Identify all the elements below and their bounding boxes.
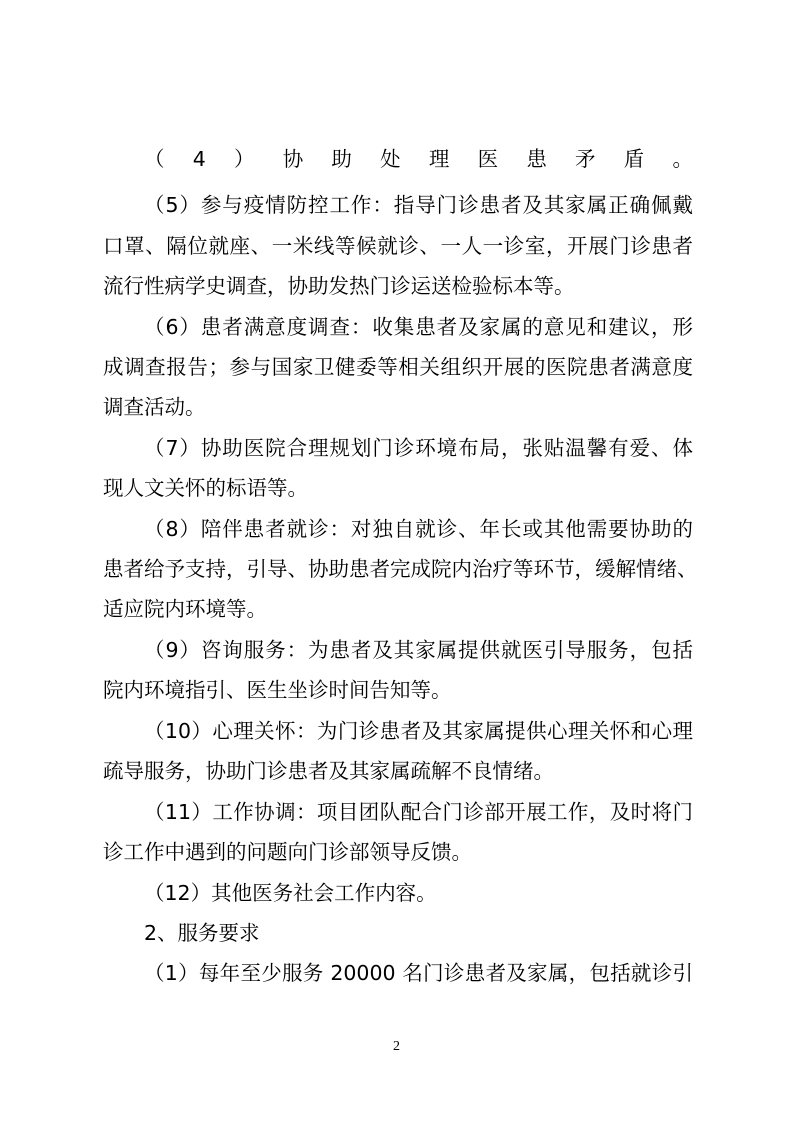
text-line: 成调查报告；参与国家卫健委等相关组织开展的医院患者满意度 (103, 355, 693, 379)
page-number: 2 (393, 1039, 400, 1054)
text-line: 院内环境指引、医生坐诊时间告知等。 (103, 678, 452, 702)
text-line: （12）其他医务社会工作内容。 (144, 881, 437, 905)
text-line: （9）咨询服务：为患者及其家属提供就医引导服务，包括 (144, 638, 693, 662)
text-line: （10）心理关怀：为门诊患者及其家属提供心理关怀和心理 (144, 719, 693, 743)
text-line: 调查活动。 (103, 395, 206, 419)
text-line: 诊工作中遇到的问题向门诊部领导反馈。 (103, 840, 472, 864)
text-line: （4）协助处理医患矛盾。 (144, 147, 693, 171)
text-line: 口罩、隔位就座、一米线等候就诊、一人一诊室，开展门诊患者 (103, 234, 693, 258)
text-line: 疏导服务，协助门诊患者及其家属疏解不良情绪。 (103, 759, 554, 783)
text-line: （1）每年至少服务 20000 名门诊患者及家属，包括就诊引 (144, 961, 693, 985)
text-line: （7）协助医院合理规划门诊环境布局，张贴温馨有爱、体 (144, 436, 693, 460)
text-line: 患者给予支持，引导、协助患者完成院内治疗等环节，缓解情绪、 (103, 557, 698, 581)
text-line: （6）患者满意度调查：收集患者及家属的意见和建议，形 (144, 315, 693, 339)
text-line: 现人文关怀的标语等。 (103, 476, 308, 500)
section-heading: 2、服务要求 (144, 921, 260, 945)
text-line: （8）陪伴患者就诊：对独自就诊、年长或其他需要协助的 (144, 517, 693, 541)
text-line: （5）参与疫情防控工作：指导门诊患者及其家属正确佩戴 (144, 193, 693, 217)
text-line: 流行性病学史调查，协助发热门诊运送检验标本等。 (103, 274, 575, 298)
text-line: （11）工作协调：项目团队配合门诊部开展工作，及时将门 (144, 800, 693, 824)
text-line: 适应院内环境等。 (103, 597, 267, 621)
